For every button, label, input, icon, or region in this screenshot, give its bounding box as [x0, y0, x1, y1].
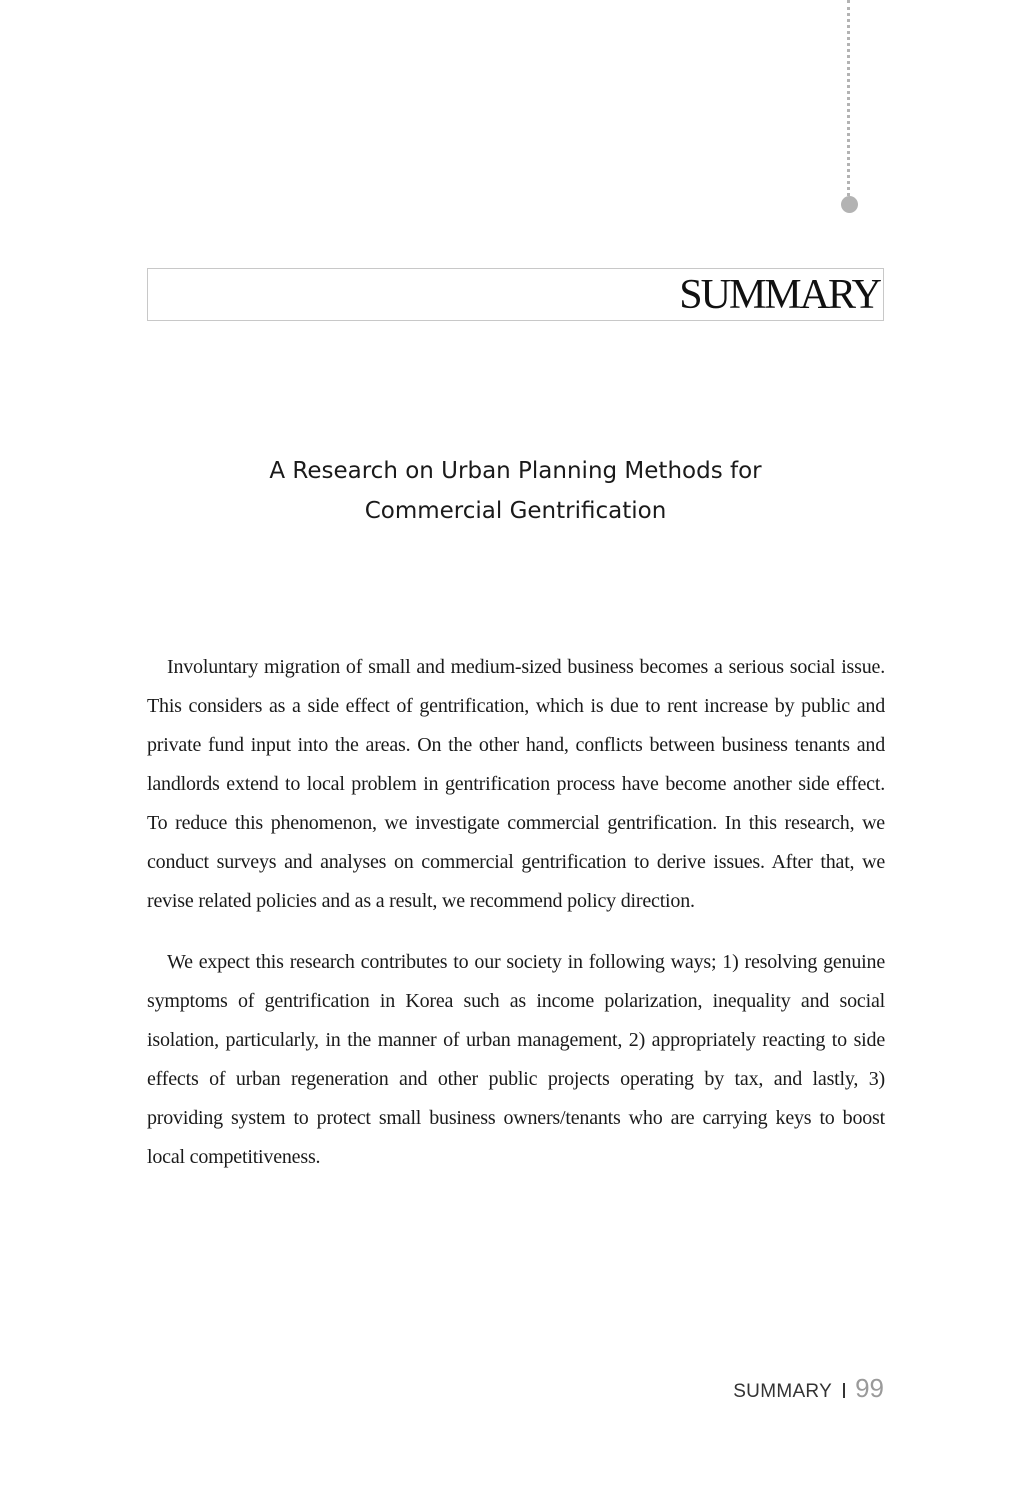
- decorative-dotted-line: [847, 0, 850, 196]
- section-heading: SUMMARY: [679, 272, 880, 318]
- page-footer: [733, 1373, 884, 1404]
- paper-title: [147, 451, 884, 531]
- body-paragraph: We expect this research contributes to our society in following ways; 1) resolving genuine symptoms of gentrification in Korea such as income polarization, inequality and social isolation, particularly, in the manner of urban management, 2) appropriately reacting to side effects of urban regeneration and other public projects operating by tax, and lastly, 3) providing system to protect small business owners/tenants who are carrying keys to boost local competitiveness.: [147, 951, 885, 1168]
- body-paragraph: Involuntary migration of small and medium-sized business becomes a serious social issue. This considers as a side effect of gentrification, which is due to rent increase by public and private fund input into the areas. On the other hand, conflicts between business tenants and landlords extend to local problem in gentrification process have become another side effect. To reduce this phenomenon, we investigate commercial gentrification. In this research, we conduct surveys and analyses on commercial gentrification to derive issues. After that, we revise related policies and as a result, we recommend policy direction.: [147, 656, 885, 912]
- section-heading-box: [147, 268, 884, 321]
- page-number: 99: [855, 1373, 884, 1403]
- summary-body: [147, 648, 885, 1177]
- footer-divider: [843, 1383, 845, 1398]
- decorative-dot: [841, 196, 858, 213]
- footer-section-label: SUMMARY: [733, 1381, 833, 1402]
- paper-title-line-1: A Research on Urban Planning Methods for: [269, 458, 762, 484]
- paper-title-line-2: Commercial Gentrification: [364, 498, 667, 524]
